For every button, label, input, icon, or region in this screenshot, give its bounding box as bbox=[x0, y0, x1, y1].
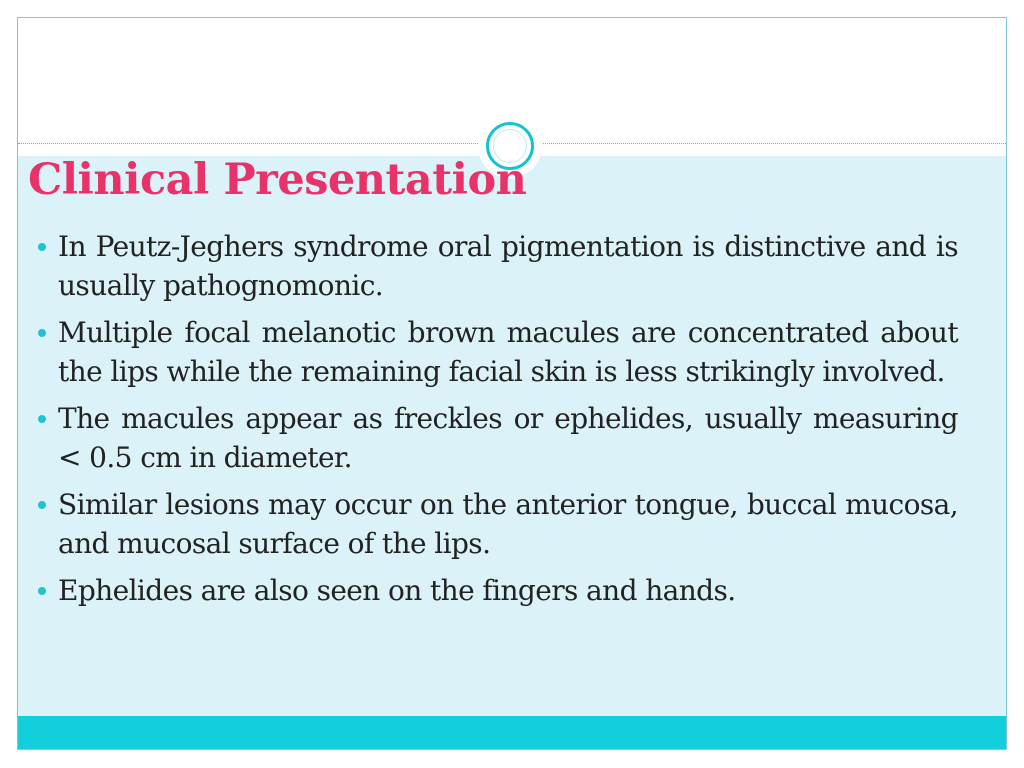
bullet-dot-icon bbox=[38, 329, 46, 337]
bullet-text: Ephelides are also seen on the fingers and hands. bbox=[58, 574, 736, 607]
bullet-item bbox=[38, 485, 958, 563]
bullet-text: The macules appear as freckles or ephelides, usually measuring < 0.5 cm in diameter. bbox=[58, 402, 958, 474]
bullet-item bbox=[38, 227, 958, 305]
bullet-text: Similar lesions may occur on the anterior tongue, buccal mucosa, and mucosal surface of the lips. bbox=[58, 488, 958, 560]
bullet-dot-icon bbox=[38, 415, 46, 423]
bullet-text: In Peutz-Jeghers syndrome oral pigmentation is distinctive and is usually pathognomonic. bbox=[58, 230, 958, 302]
bullet-list bbox=[38, 227, 958, 618]
bullet-item bbox=[38, 313, 958, 391]
bullet-item bbox=[38, 399, 958, 477]
bullet-dot-icon bbox=[38, 501, 46, 509]
bullet-item bbox=[38, 571, 958, 610]
bullet-text: Multiple focal melanotic brown macules are concentrated about the lips while the remaining facial skin is less strikingly involved. bbox=[58, 316, 958, 388]
footer-band bbox=[18, 716, 1006, 750]
bullet-dot-icon bbox=[38, 587, 46, 595]
bullet-dot-icon bbox=[38, 243, 46, 251]
slide-title: Clinical Presentation bbox=[28, 155, 527, 205]
